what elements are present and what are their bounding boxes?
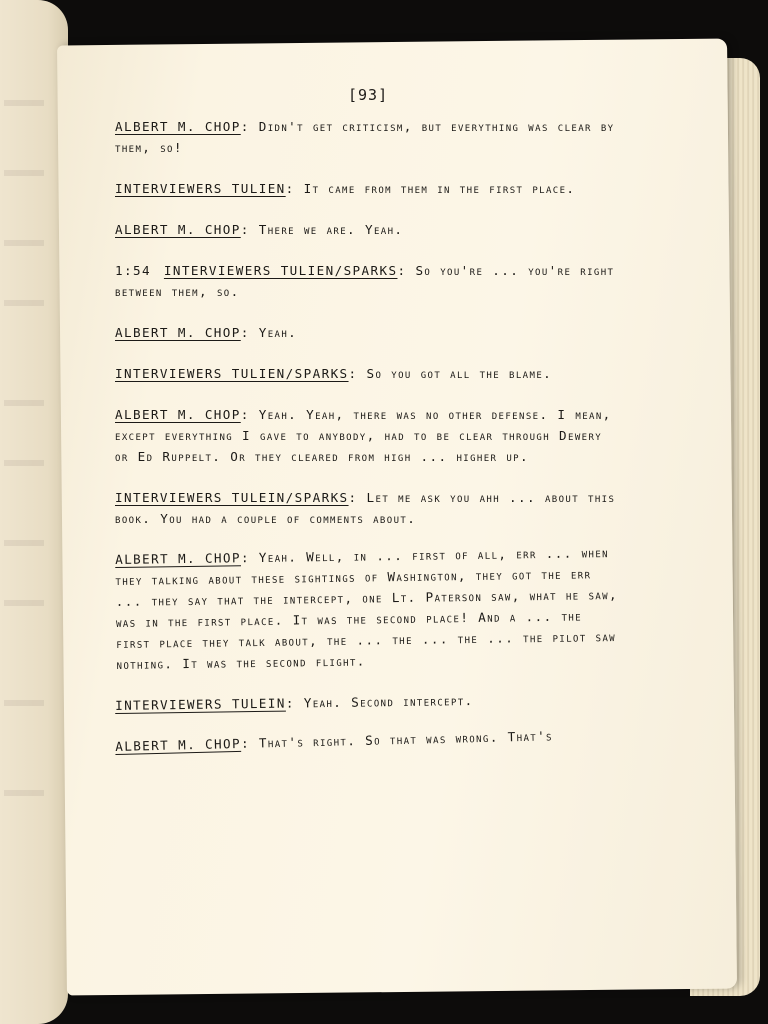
dialogue-text: Yeah. Well, in ... first of all, err ... when they talking about these sightings of Washington, they got the err ... they say that the intercept, one Lt. Paterson saw, what he saw, was in the first place. It was the second place! And a ... the first place they talk about, the ... the ... the ... the pilot saw nothing. It was the second flight. — [115, 545, 619, 672]
dialogue-text: So you got all the blame. — [366, 366, 553, 381]
speaker-name: INTERVIEWERS TULIEN/SPARKS — [115, 366, 349, 381]
dialogue-text: So you're ... you're right between them, so. — [115, 263, 615, 299]
dialogue-text: Didn't get criticism, but everything was clear by them, so! — [115, 119, 615, 155]
transcript-body — [115, 116, 620, 777]
transcript-entry: INTERVIEWERS TULIEN/SPARKS: So you got all the blame. — [115, 366, 553, 381]
speaker-name: INTERVIEWERS TULEIN/SPARKS — [115, 490, 349, 505]
transcript-entry: INTERVIEWERS TULIEN: It came from them in the first place. — [115, 181, 576, 196]
timestamp: 1:54 — [115, 263, 151, 278]
speaker-name: ALBERT M. CHOP — [115, 119, 241, 134]
page-number: [93] — [348, 86, 389, 104]
speaker-name: ALBERT M. CHOP — [115, 222, 241, 237]
speaker-name: ALBERT M. CHOP — [115, 735, 242, 754]
speaker-name: INTERVIEWERS TULIEN/SPARKS — [163, 263, 398, 278]
transcript-entry: ALBERT M. CHOP: Yeah. Yeah, there was no other defense. I mean, except everything I gave to anybody, had to be clear through Dewery or Ed Ruppelt. Or they cleared from high ... higher up. — [115, 407, 612, 464]
speaker-name: INTERVIEWERS TULIEN — [115, 181, 286, 196]
transcript-entry: INTERVIEWERS TULEIN: Yeah. Second intercept. — [115, 692, 474, 713]
transcript-entry: ALBERT M. CHOP: There we are. Yeah. — [115, 222, 404, 237]
dialogue-text: That's right. So that was wrong. That's — [258, 728, 554, 751]
dialogue-text: Yeah. Yeah, there was no other defense. I mean, except everything I gave to anybody, had to be clear through Dewery or Ed Ruppelt. Or they cleared from high ... higher up. — [115, 407, 612, 464]
dialogue-text: Let me ask you ahh ... about this book. You had a couple of comments about. — [115, 490, 616, 526]
dialogue-text: There we are. Yeah. — [258, 222, 404, 237]
speaker-name: ALBERT M. CHOP — [115, 407, 241, 422]
transcript-entry: ALBERT M. CHOP: Yeah. — [115, 325, 298, 340]
dialogue-text: It came from them in the first place. — [303, 181, 576, 196]
dialogue-text: Yeah. Second intercept. — [303, 692, 474, 711]
transcript-entry: ALBERT M. CHOP: Yeah. Well, in ... first of all, err ... when they talking about these sightings of Washington, they got the err ... they say that the intercept, one Lt. Paterson saw, what he saw, was in the first place. It was the second place! And a ... the first place they talk about, the ... the ... the ... the pilot saw nothing. It was the second flight. — [115, 545, 619, 672]
transcript-entry: 1:54 INTERVIEWERS TULIEN/SPARKS: So you're ... you're right between them, so. — [115, 263, 615, 299]
speaker-name: ALBERT M. CHOP — [115, 325, 241, 340]
transcript-entry: ALBERT M. CHOP: That's right. So that was wrong. That's — [115, 728, 554, 754]
transcript-entry: INTERVIEWERS TULEIN/SPARKS: Let me ask you ahh ... about this book. You had a couple of comments about. — [115, 490, 616, 526]
speaker-name: INTERVIEWERS TULEIN — [115, 695, 286, 713]
speaker-name: ALBERT M. CHOP — [115, 550, 241, 567]
transcript-entry: ALBERT M. CHOP: Didn't get criticism, but everything was clear by them, so! — [115, 119, 615, 155]
dialogue-text: Yeah. — [258, 325, 298, 340]
